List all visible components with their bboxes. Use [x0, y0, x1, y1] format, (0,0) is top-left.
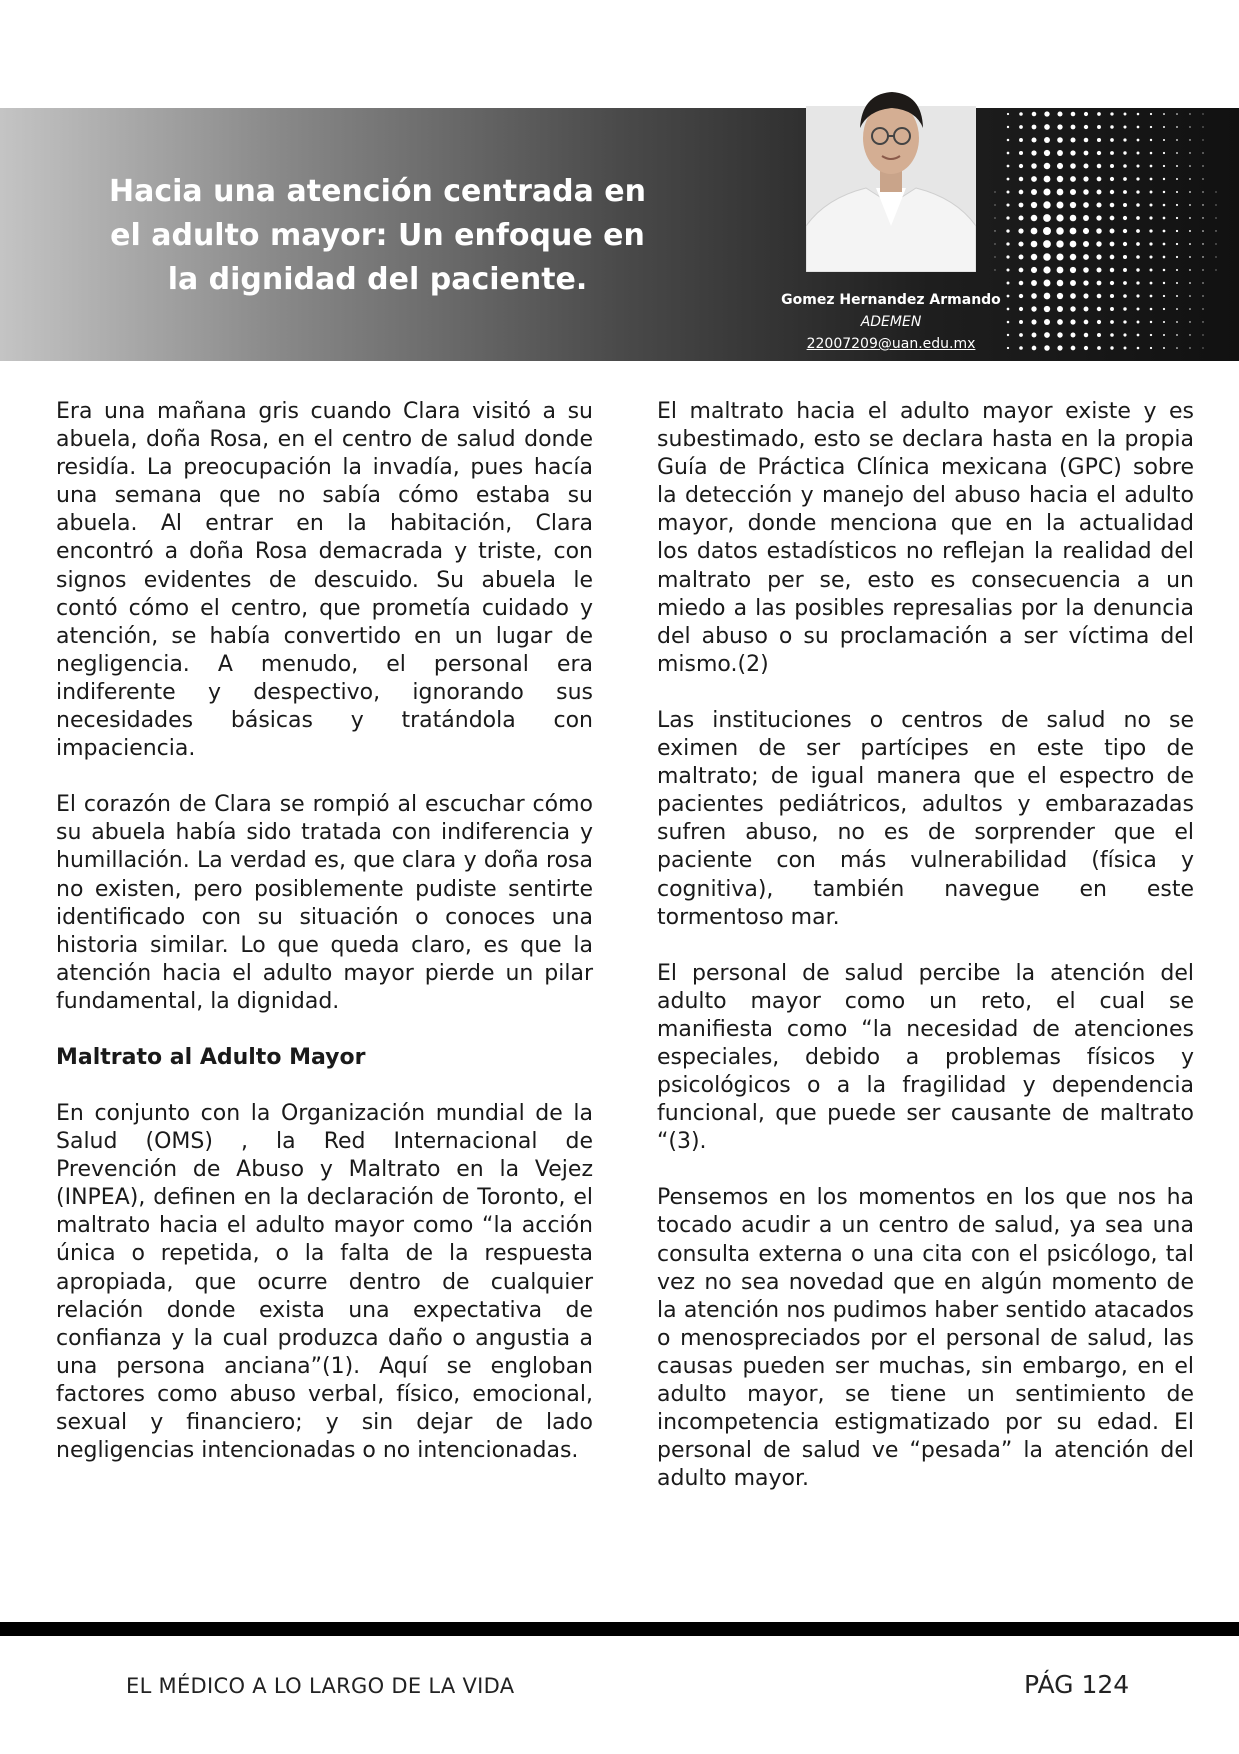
article-title: Hacia una atención centrada en el adulto mayor: Un enfoque en la dignidad del paciente. — [108, 174, 646, 297]
author-organization: ADEMEN — [860, 314, 922, 330]
paragraph: Pensemos en los momentos en los que nos ha tocado acudir a un centro de salud, ya sea una consulta externa o una cita con el psicólogo, tal vez no sea novedad que en algún momento de la atención nos pudimos haber sentido atacados o menospreciados por el personal de salud, las causas pueden ser muchas, sin embargo, en el adulto mayor, se tiene un sentimiento de incompetencia estigmatizado por su edad. El personal de salud ve “pesada” la atención del adulto mayor. — [657, 1185, 1194, 1492]
footer-rule — [0, 1622, 1239, 1636]
right-column — [657, 398, 1194, 1521]
left-column — [56, 398, 593, 1493]
paragraph: El maltrato hacia el adulto mayor existe y es subestimado, esto se declara hasta en la propia Guía de Práctica Clínica mexicana (GPC) sobre la detección y manejo del abuso hacia el adulto mayor, donde menciona que en la actualidad los datos estadísticos no reflejan la realidad del maltrato per se, esto es consecuencia a un miedo a las posibles represalias por la denuncia del abuso o su proclamación a ser víctima del mismo.(2) — [657, 399, 1194, 677]
author-email-link[interactable]: 22007209@uan.edu.mx — [806, 336, 976, 352]
author-info — [750, 289, 1032, 355]
paragraph: El corazón de Clara se rompió al escuchar cómo su abuela había sido tratada con indiferencia y humillación. La verdad es, que clara y doña rosa no existen, pero posiblemente pudiste sentirte identificado con su situación o conoces una historia similar. Lo que queda claro, es que la atención hacia el adulto mayor pierde un pilar fundamental, la dignidad. — [56, 792, 593, 1014]
paragraph: Las instituciones o centros de salud no se eximen de ser partícipes en este tipo de maltrato; de igual manera que el espectro de pacientes pediátricos, adultos y embarazadas sufren abuso, no es de sorprender que el paciente con más vulnerabilidad (física y cognitiva), también navegue en este tormentoso mar. — [657, 707, 1194, 930]
publication-name: EL MÉDICO A LO LARGO DE LA VIDA — [126, 1674, 515, 1698]
paragraph: En conjunto con la Organización mundial de la Salud (OMS) , la Red Internacional de Prevención de Abuso y Maltrato en la Vejez (INPEA), definen en la declaración de Toronto, el maltrato hacia el adulto mayor como “la acción única o repetida, o la falta de la respuesta apropiada, que ocurre dentro de cualquier relación donde exista una expectativa de confianza y la cual produzca daño o angustia a una persona anciana”(1). Aquí se engloban factores como abuso verbal, físico, emocional, sexual y financiero; y sin dejar de lado negligencias intencionadas o no intencionadas. — [56, 1100, 593, 1464]
paragraph: Era una mañana gris cuando Clara visitó a su abuela, doña Rosa, en el centro de salud donde residía. La preocupación la invadía, pues hacía una semana que no sabía cómo estaba su abuela. Al entrar en la habitación, Clara encontró a doña Rosa demacrada y triste, con signos evidentes de descuido. Su abuela le contó cómo el centro, que prometía cuidado y atención, se había convertido en un lugar de negligencia. A menudo, el personal era indiferente y despectivo, ignorando sus necesidades básicas y tratándola con impaciencia. — [56, 399, 593, 762]
paragraph: El personal de salud percibe la atención del adulto mayor como un reto, el cual se manifiesta como “la necesidad de atenciones especiales, debido a problemas físicos y psicológicos o a la fragilidad y dependencia funcional, que puede ser causante de maltrato “(3). — [657, 960, 1194, 1155]
page-number: PÁG 124 — [1024, 1670, 1130, 1699]
section-heading: Maltrato al Adulto Mayor — [56, 1044, 366, 1070]
author-photo — [806, 76, 976, 272]
author-name: Gomez Hernandez Armando — [781, 292, 1001, 308]
